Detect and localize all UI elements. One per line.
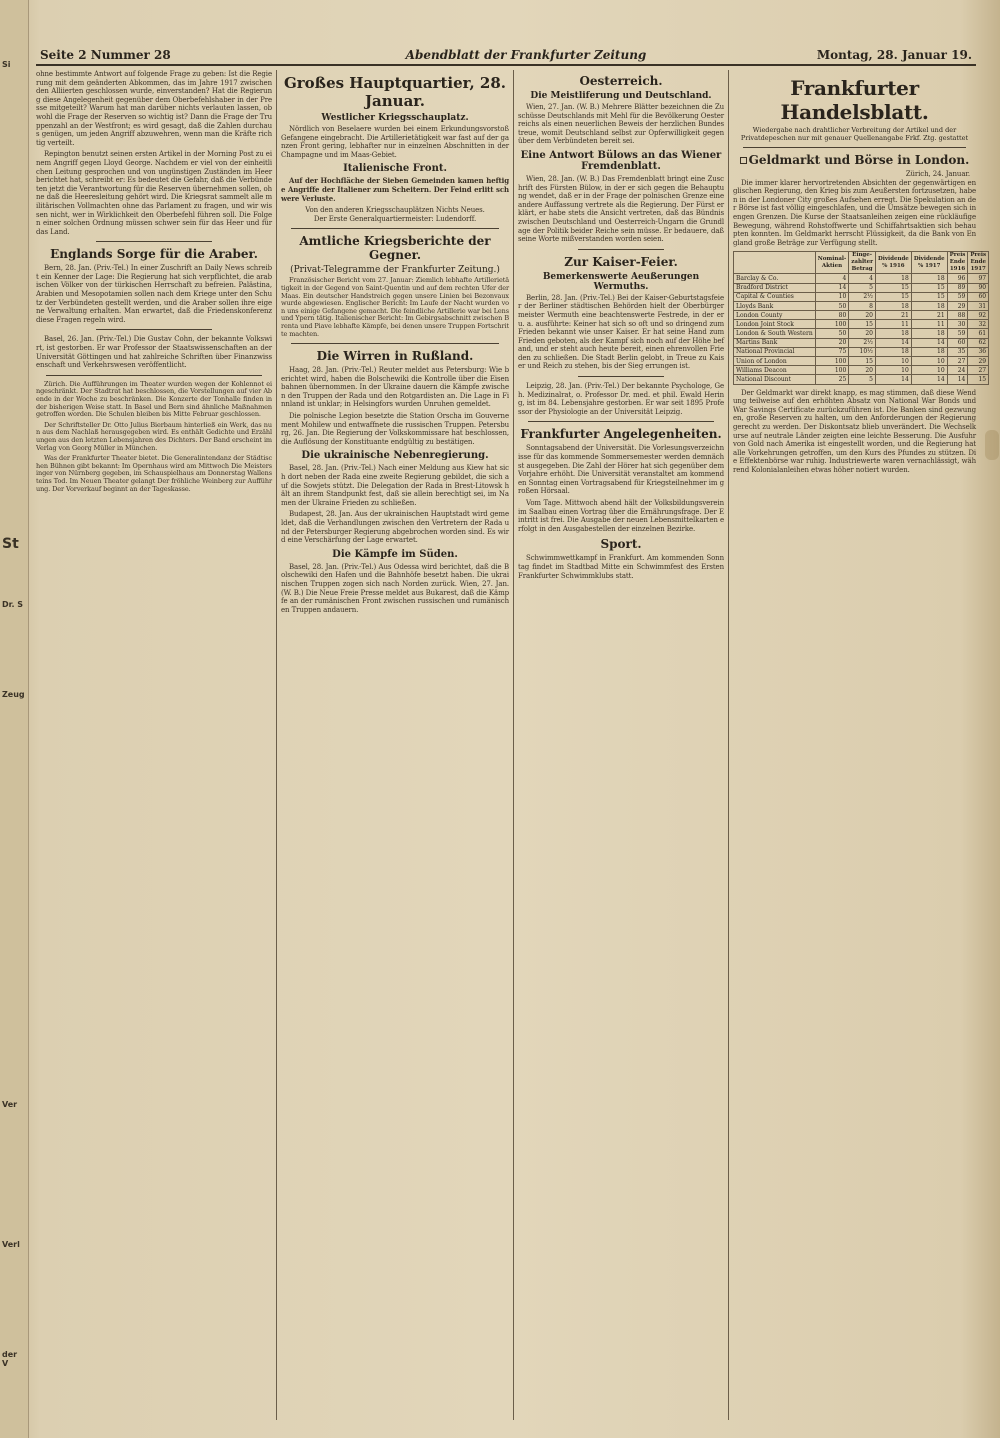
- table-row: [734, 292, 989, 301]
- article-text: Budapest, 28. Jan. Aus der ukrainischen Hauptstadt wird gemeldet, daß die Verhandlungen zwischen den Vertretern der Rada und der Petersburger Regierung abgebrochen worden sind. Es wird eine Verschärfung der Lage erwartet.: [281, 510, 509, 545]
- issue-date: Montag, 28. Januar 19.: [816, 48, 972, 62]
- table-cell: 29: [968, 357, 989, 366]
- divider: [528, 421, 714, 422]
- article-subheading: Bemerkenswerte Aeußerungen Wermuths.: [542, 271, 700, 292]
- table-header: Einge-zahlter Betrag: [849, 252, 876, 274]
- table-cell: 18: [875, 301, 911, 310]
- edge-fragment: Verl: [2, 1240, 20, 1249]
- table-cell: 50: [815, 301, 849, 310]
- article-text: ohne bestimmte Antwort auf folgende Frage zu geben: Ist die Regierung mit dem geänderten Abkommen, das im Jahre 1917 zwischen den Alliierten geschlossen wurde, einverstanden? Hat die Regierung diese Angelegenheit gegenüber dem Oberbefehlshaber in der Presse mitgeteilt? Warum hat man darüber nichts verlauten lassen, obwohl die Frage der Reserven so wichtig ist? Dann die Frage der Truppenzahl an der Westfront; es wird gesagt, daß die Zahlen durchaus genügen, um jeden Angriff abzuwehren, wenn man die Kräfte richtig verteilt.: [36, 70, 272, 147]
- article-text: Sonntagsabend der Universität. Die Vorlesungsverzeichnisse für das kommende Sommersemester werden demnächst ausgegeben. Die Zahl der Hörer hat sich gegenüber dem Vorjahre erhöht. Die Universität veranstaltet am kommenden Sonntag einen Vortragsabend für Kriegsteilnehmer im großen Hörsaal.: [518, 444, 724, 496]
- table-cell: 18: [911, 274, 947, 283]
- table-cell: 15: [968, 375, 989, 384]
- table-cell: 15: [875, 292, 911, 301]
- table-row: [734, 311, 989, 320]
- article-text: Basel, 26. Jan. (Priv.-Tel.) Die Gustav Cohn, der bekannte Volkswirt, ist gestorben. Er war Professor der Staatswissenschaften an der Universität Göttingen und hat zahlreiche Schriften über Finanzwissenschaft und Verkehrswesen veröffentlicht.: [36, 335, 272, 370]
- table-cell: 61: [968, 329, 989, 338]
- table-cell: 90: [968, 283, 989, 292]
- table-cell: 18: [875, 329, 911, 338]
- table-cell: 10: [875, 357, 911, 366]
- table-cell: 25: [815, 375, 849, 384]
- article-text: Repington benutzt seinen ersten Artikel in der Morning Post zu einem Angriff gegen Lloyd George. Nachdem er viel von der einheitlichen Leitung gesprochen und von ungünstigen Zuständen im Heer berichtet hat, schreibt er: Es bedeutet die Gefahr, daß die Verbündeten jetzt die Verantwortung für die Reserven übernehmen sollen, ohne daß die Heeresleitung gehört wird. Die Kriegsrat sammelt alle militärischen Vollmachten ohne das Parlament zu fragen, und wir wissen nicht, wer in Wirklichkeit den Oberbefehl führen soll. Die Folgen einer solchen Ordnung müssen schwer sein für das Heer und für das Land.: [36, 150, 272, 236]
- article-subheading: Die Kämpfe im Süden.: [332, 548, 458, 560]
- table-cell: 89: [947, 283, 968, 292]
- column-rule: [276, 70, 277, 1420]
- divider: [96, 241, 212, 242]
- column-rule: [728, 70, 729, 1420]
- table-cell: 10: [875, 366, 911, 375]
- page-stain: [985, 430, 999, 460]
- bank-name-cell: National Discount: [734, 375, 816, 384]
- table-cell: 10: [911, 366, 947, 375]
- table-cell: 10½: [849, 347, 876, 356]
- table-header: Dividende % 1917: [911, 252, 947, 274]
- table-cell: 15: [911, 292, 947, 301]
- article-text: Zürich. Die Aufführungen im Theater wurden wegen der Kohlennot eingeschränkt. Der Stadtrat hat beschlossen, die Vorstellungen auf vier Abende in der Woche zu beschränken. Die Konzerte der Tonhalle finden in der bisherigen Weise statt. In Basel und Bern sind ähnliche Maßnahmen getroffen worden. Die Schulen bleiben bis Mitte Februar geschlossen.: [36, 379, 272, 419]
- table-cell: 18: [911, 329, 947, 338]
- table-cell: 24: [947, 366, 968, 375]
- table-cell: 20: [849, 329, 876, 338]
- article-text: Französischer Bericht vom 27. Januar: Ziemlich lebhafte Artillerietätigkeit in der Gegend von Saint-Quentin und auf dem rechten Ufer der Maas. Ein deutscher Handstreich gegen unsere Linien bei Bezonvaux wurde abgewiesen. Englischer Bericht: Im Laufe der Nacht wurden von uns einige Gefangene gemacht. Die feindliche Artillerie war bei Lens und Ypern tätig. Italienischer Bericht: Im Gebirgsabschnitt zwischen Brenta und Piave lebhafte Kämpfe, bei denen unsere Truppen Fortschritte machten.: [281, 276, 509, 338]
- article-text: Leipzig, 28. Jan. (Priv.-Tel.) Der bekannte Psychologe, Geh. Medizinalrat, o. Professor Dr. med. et phil. Ewald Hering, ist im 84. Lebensjahre gestorben. Er war seit 1895 Professor der Physiologie an der Universität Leipzig.: [518, 382, 724, 416]
- table-cell: 18: [875, 347, 911, 356]
- table-cell: 60: [968, 292, 989, 301]
- article-subheading: (Privat-Telegramme der Frankfurter Zeitung.): [290, 265, 500, 276]
- table-cell: 18: [875, 274, 911, 283]
- table-row: [734, 329, 989, 338]
- article-heading: Die Wirren in Rußland.: [316, 349, 474, 364]
- table-cell: 11: [875, 320, 911, 329]
- column-rule: [513, 70, 514, 1420]
- newspaper-name: Abendblatt der Frankfurter Zeitung: [405, 48, 647, 62]
- table-cell: 15: [911, 283, 947, 292]
- article-heading: Oesterreich.: [579, 74, 663, 88]
- bank-name-cell: Martins Bank: [734, 338, 816, 347]
- table-cell: 15: [849, 320, 876, 329]
- bank-name-cell: London Joint Stock: [734, 320, 816, 329]
- article-text: Wien, 28. Jan. (W. B.) Das Fremdenblatt bringt eine Zuschrift des Fürsten Bülow, in der er sich gegen die Behauptung wendet, daß er in der Frage der polnischen Grenze eine andere Auffassung vertrete als die Regierung. Der Fürst erklärt, er habe stets die Ansicht vertreten, daß das Bündnis zwischen Deutschland und Oesterreich-Ungarn die Grundlage der Politik beider Reiche sein müsse. Er bedauere, daß seine Worte mißverstanden worden seien.: [518, 174, 724, 244]
- bank-name-cell: London & South Western: [734, 329, 816, 338]
- edge-fragment: der V: [2, 1350, 18, 1368]
- divider: [578, 249, 664, 250]
- table-cell: 50: [815, 329, 849, 338]
- table-cell: 5: [849, 375, 876, 384]
- article-heading: Amtliche Kriegsberichte der Gegner.: [299, 234, 491, 263]
- table-cell: 27: [968, 366, 989, 375]
- table-cell: 80: [815, 311, 849, 320]
- table-row: [734, 301, 989, 310]
- divider: [743, 147, 966, 148]
- column-3: [518, 70, 724, 1420]
- column-2: [281, 70, 509, 1420]
- table-cell: 35: [947, 347, 968, 356]
- table-cell: 15: [849, 357, 876, 366]
- article-text: Von den anderen Kriegsschauplätzen Nichts Neues.: [305, 206, 485, 215]
- table-row: [734, 357, 989, 366]
- table-header: Dividende % 1916: [875, 252, 911, 274]
- table-row: [734, 366, 989, 375]
- table-cell: 88: [947, 311, 968, 320]
- table-cell: 21: [875, 311, 911, 320]
- table-cell: 20: [815, 338, 849, 347]
- bank-name-cell: Williams Deacon: [734, 366, 816, 375]
- article-text: Wien, 27. Jan. (W. B.) Mehrere Blätter bezeichnen die Zuschüsse Deutschlands mit Mehl für die Bevölkerung Oesterreichs als einen neuerlichen Beweis der herzlichen Bundestreue, womit Deutschland selbst zur Opferwilligkeit gegenüber dem Verbündeten bereit sei.: [518, 103, 724, 146]
- page-number: Seite 2 Nummer 28: [40, 48, 171, 62]
- article-heading: Sport.: [600, 537, 642, 552]
- table-cell: 20: [849, 311, 876, 320]
- table-cell: 29: [947, 301, 968, 310]
- column-1: [36, 70, 272, 1420]
- article-text: Was der Frankfurter Theater bietet. Die Generalintendanz der Städtischen Bühnen gibt bekannt: Im Opernhaus wird am Mittwoch Die Meistersinger von Nürnberg gegeben, im Schauspielhaus am Donnerstag Wallensteins Tod. Im Neuen Theater gelangt Der fröhliche Weinberg zur Aufführung. Der Vorverkauf beginnt an der Tageskasse.: [36, 454, 272, 493]
- edge-fragment: Si: [2, 60, 11, 69]
- article-text: Der Schriftsteller Dr. Otto Julius Bierbaum hinterließ ein Werk, das nun aus dem Nachlaß herausgegeben wird. Es enthält Gedichte und Erzählungen aus den letzten Lebensjahren des Dichters. Der Band erscheint im Verlag von Georg Müller in München.: [36, 420, 272, 452]
- table-cell: 5: [849, 283, 876, 292]
- article-subheading: Die Meistliferung und Deutschland.: [530, 91, 712, 101]
- table-cell: 14: [911, 375, 947, 384]
- bank-name-cell: London County: [734, 311, 816, 320]
- article-text: Die polnische Legion besetzte die Station Orscha im Gouvernement Mohilew und entwaffnete die russischen Truppen. Petersburg, 26. Jan. Die Regierung der Volkskommissare hat beschlossen, die Auflösung der Konstituante endgültig zu bestätigen.: [281, 412, 509, 446]
- article-text: Vom Tage. Mittwoch abend hält der Volksbildungsverein im Saalbau einen Vortrag über die Ernährungsfrage. Der Eintritt ist frei. Die Ausgabe der neuen Lebensmittelkarten erfolgt in den Ausgabestellen der einzelnen Bezirke.: [518, 499, 724, 533]
- table-cell: 60: [947, 338, 968, 347]
- table-cell: 2½: [849, 338, 876, 347]
- article-text: Bern, 28. Jan. (Priv.-Tel.) In einer Zuschrift an Daily News schreibt ein Kenner der Lage: Die Regierung hat sich verpflichtet, die arabischen Völker von der türkischen Herrschaft zu befreien. Palästina, Arabien und Mesopotamien sollen nach dem Kriege unter den Schutz der Verbündeten gestellt werden, und die Araber sollen ihre eigene Verwaltung erhalten. Man erwartet, daß die Friedenskonferenz diese Fragen regeln wird.: [36, 264, 272, 324]
- table-cell: 10: [815, 292, 849, 301]
- table-cell: 36: [968, 347, 989, 356]
- article-heading: Geldmarkt und Börse in London.: [733, 153, 976, 167]
- table-cell: 21: [911, 311, 947, 320]
- table-cell: 96: [947, 274, 968, 283]
- article-text: Nördlich von Beselaere wurden bei einem Erkundungsvorstoß Gefangene eingebracht. Die Artillerietätigkeit war fast auf der ganzen Front gering, lebhafter nur in einzelnen Abschnitten in der Champagne und im Maas-Gebiet.: [281, 125, 509, 159]
- table-row: [734, 347, 989, 356]
- table-cell: 100: [815, 366, 849, 375]
- table-header: Preis Ende 1917: [968, 252, 989, 274]
- dateline: Zürich, 24. Januar.: [905, 170, 970, 178]
- divider: [291, 343, 499, 344]
- table-header: [734, 252, 816, 274]
- table-row: [734, 375, 989, 384]
- article-text: Haag, 28. Jan. (Priv.-Tel.) Reuter meldet aus Petersburg: Wie berichtet wird, haben die Bolschewiki die Kontrolle über die Eisenbahnen übernommen. In der Ukraine dauern die Kämpfe zwischen den Truppen der Rada und den Rotgardisten an. Die Lage in Finnland ist unklar; in Helsingfors wurden Unruhen gemeldet.: [281, 366, 509, 409]
- table-cell: 30: [947, 320, 968, 329]
- table-cell: 59: [947, 329, 968, 338]
- asterisk-icon: [740, 157, 747, 164]
- article-text: Die immer klarer hervortretenden Absichten der gegenwärtigen englischen Regierung, den Krieg bis zum Aeußersten fortzusetzen, haben in der Londoner City großes Aufsehen erregt. Die Spekulation an der Börse ist fast völlig eingeschlafen, und die Umsätze bewegen sich in engen Grenzen. Die Kurse der Staatsanleihen zeigen eine rückläufige Bewegung, während Rohstoffwerte und Schiffahrtsaktien sich behaupten konnten. Im Geldmarkt herrscht Flüssigkeit, da die Bank von England große Beträge zur Verfügung stellt.: [733, 178, 976, 247]
- bank-dividend-table: [733, 251, 989, 384]
- reprint-notice: Wiedergabe nach drahtlicher Verbreitung der Artikel und der Privatdepeschen nur mit genauer Quellenangabe Frkf. Ztg. gestattet: [740, 126, 969, 142]
- edge-fragment: Dr. S: [2, 600, 24, 609]
- table-row: [734, 338, 989, 347]
- article-text: Basel, 28. Jan. (Priv.-Tel.) Nach einer Meldung aus Kiew hat sich dort neben der Rada eine zweite Regierung gebildet, die sich auf die Sowjets stützt. Die Delegation der Rada in Brest-Litowsk hält an ihrem Standpunkt fest, daß sie allein berechtigt sei, im Namen der Ukraine Frieden zu schließen.: [281, 464, 509, 507]
- article-text: Basel, 28. Jan. (Priv.-Tel.) Aus Odessa wird berichtet, daß die Bolschewiki den Hafen und die Bahnhöfe besetzt haben. Die ukrainischen Truppen zogen sich nach Norden zurück. Wien, 27. Jan. (W. B.) Die Neue Freie Presse meldet aus Bukarest, daß die Kämpfe an der rumänischen Front zwischen russischen und rumänischen Truppen andauern.: [281, 562, 509, 614]
- section-title: Frankfurter Handelsblatt.: [780, 76, 929, 124]
- divider: [291, 228, 499, 229]
- table-cell: 2½: [849, 292, 876, 301]
- table-cell: 11: [911, 320, 947, 329]
- edge-fragment: Ver: [2, 1100, 18, 1109]
- article-text: Auf der Hochfläche der Sieben Gemeinden kamen heftige Angriffe der Italiener zum Scheitern. Der Feind erlitt schwere Verluste.: [281, 176, 509, 203]
- article-text: Schwimmwettkampf in Frankfurt. Am kommenden Sonntag findet im Stadtbad Mitte ein Schwimmfest des Ersten Frankfurter Schwimmklubs statt.: [518, 554, 724, 580]
- article-heading: Englands Sorge für die Araber.: [50, 247, 258, 262]
- bank-name-cell: Bradford District: [734, 283, 816, 292]
- table-cell: 15: [875, 283, 911, 292]
- table-cell: 75: [815, 347, 849, 356]
- article-subheading: Westlicher Kriegsschauplatz.: [321, 113, 469, 123]
- table-cell: 14: [875, 338, 911, 347]
- bank-name-cell: National Provincial: [734, 347, 816, 356]
- table-cell: 14: [911, 338, 947, 347]
- table-cell: 62: [968, 338, 989, 347]
- table-cell: 10: [911, 357, 947, 366]
- article-subheading: Die ukrainische Nebenregierung.: [301, 450, 489, 462]
- table-cell: 92: [968, 311, 989, 320]
- page-header: [36, 46, 976, 66]
- article-heading: Großes Hauptquartier, 28. Januar.: [283, 74, 507, 110]
- table-header: Nominal-Aktien: [815, 252, 849, 274]
- article-heading: Frankfurter Angelegenheiten.: [520, 427, 722, 442]
- table-cell: 97: [968, 274, 989, 283]
- table-cell: 18: [911, 347, 947, 356]
- table-cell: 100: [815, 357, 849, 366]
- bank-name-cell: Union of London: [734, 357, 816, 366]
- table-row: [734, 320, 989, 329]
- table-row: [734, 283, 989, 292]
- table-cell: 31: [968, 301, 989, 310]
- divider: [578, 376, 664, 377]
- column-4: [733, 70, 987, 1420]
- divider: [46, 375, 262, 376]
- table-header: Preis Ende 1916: [947, 252, 968, 274]
- table-cell: 14: [947, 375, 968, 384]
- table-cell: 14: [875, 375, 911, 384]
- table-cell: 20: [849, 366, 876, 375]
- table-cell: 59: [947, 292, 968, 301]
- article-text: Der Geldmarkt war direkt knapp, es mag stimmen, daß diese Wendung teilweise auf den erhöhten Absatz von National War Bonds und War Savings Certificate zurückzuführen ist. Die Banken sind gezwungen, große Reserven zu halten, um den Anforderungen der Regierung gerecht zu werden. Der Diskontsatz blieb unverändert. Die Wechselkurse auf neutrale Länder zeigten eine leichte Besserung. Die Ausfuhr von Gold nach Amerika ist eingestellt worden, und die Regierung hat alle Vorkehrungen getroffen, um den Kurs des Pfundes zu stützen. Die Effektenbörse war ruhig. Industriewerte waren vernachlässigt, während Kolonialanleihen etwas höher notiert wurden.: [733, 388, 976, 474]
- table-cell: 100: [815, 320, 849, 329]
- bank-name-cell: Capital & Counties: [734, 292, 816, 301]
- edge-fragment: Zeug: [2, 690, 25, 699]
- edge-fragment: St: [2, 536, 19, 552]
- table-cell: 18: [911, 301, 947, 310]
- bank-name-cell: Barclay & Co.: [734, 274, 816, 283]
- adjacent-page-edge: [0, 0, 29, 1438]
- article-text: Berlin, 28. Jan. (Priv.-Tel.) Bei der Kaiser-Geburtstagsfeier der Berliner städtischen Behörden hielt der Oberbürgermeister Wermuth eine beachtenswerte Festrede, in der er u. a. ausführte: Keiner hat sich so oft und so dringend zum Frieden bekannt wie unser Kaiser. Er hat seine Hand zum Frieden geboten, als der Kampf sich noch auf der Höhe befand, und er steht auch heute bereit, einen ehrenvollen Frieden zu schließen. Die Stadt Berlin gelobt, in Treue zu Kaiser und Reich zu stehen, bis der Sieg errungen ist.: [518, 293, 724, 371]
- signature: Der Erste Generalquartiermeister: Ludendorff.: [313, 214, 477, 223]
- divider: [96, 329, 212, 330]
- table-cell: 27: [947, 357, 968, 366]
- table-cell: 4: [849, 274, 876, 283]
- table-row: [734, 274, 989, 283]
- table-cell: 4: [815, 274, 849, 283]
- table-cell: 14: [815, 283, 849, 292]
- article-subheading: Italienische Front.: [343, 163, 447, 175]
- article-heading: Eine Antwort Bülows an das Wiener Fremdenblatt.: [520, 149, 722, 172]
- table-cell: 8: [849, 301, 876, 310]
- bank-name-cell: Lloyds Bank: [734, 301, 816, 310]
- article-heading: Zur Kaiser-Feier.: [564, 254, 678, 269]
- table-cell: 32: [968, 320, 989, 329]
